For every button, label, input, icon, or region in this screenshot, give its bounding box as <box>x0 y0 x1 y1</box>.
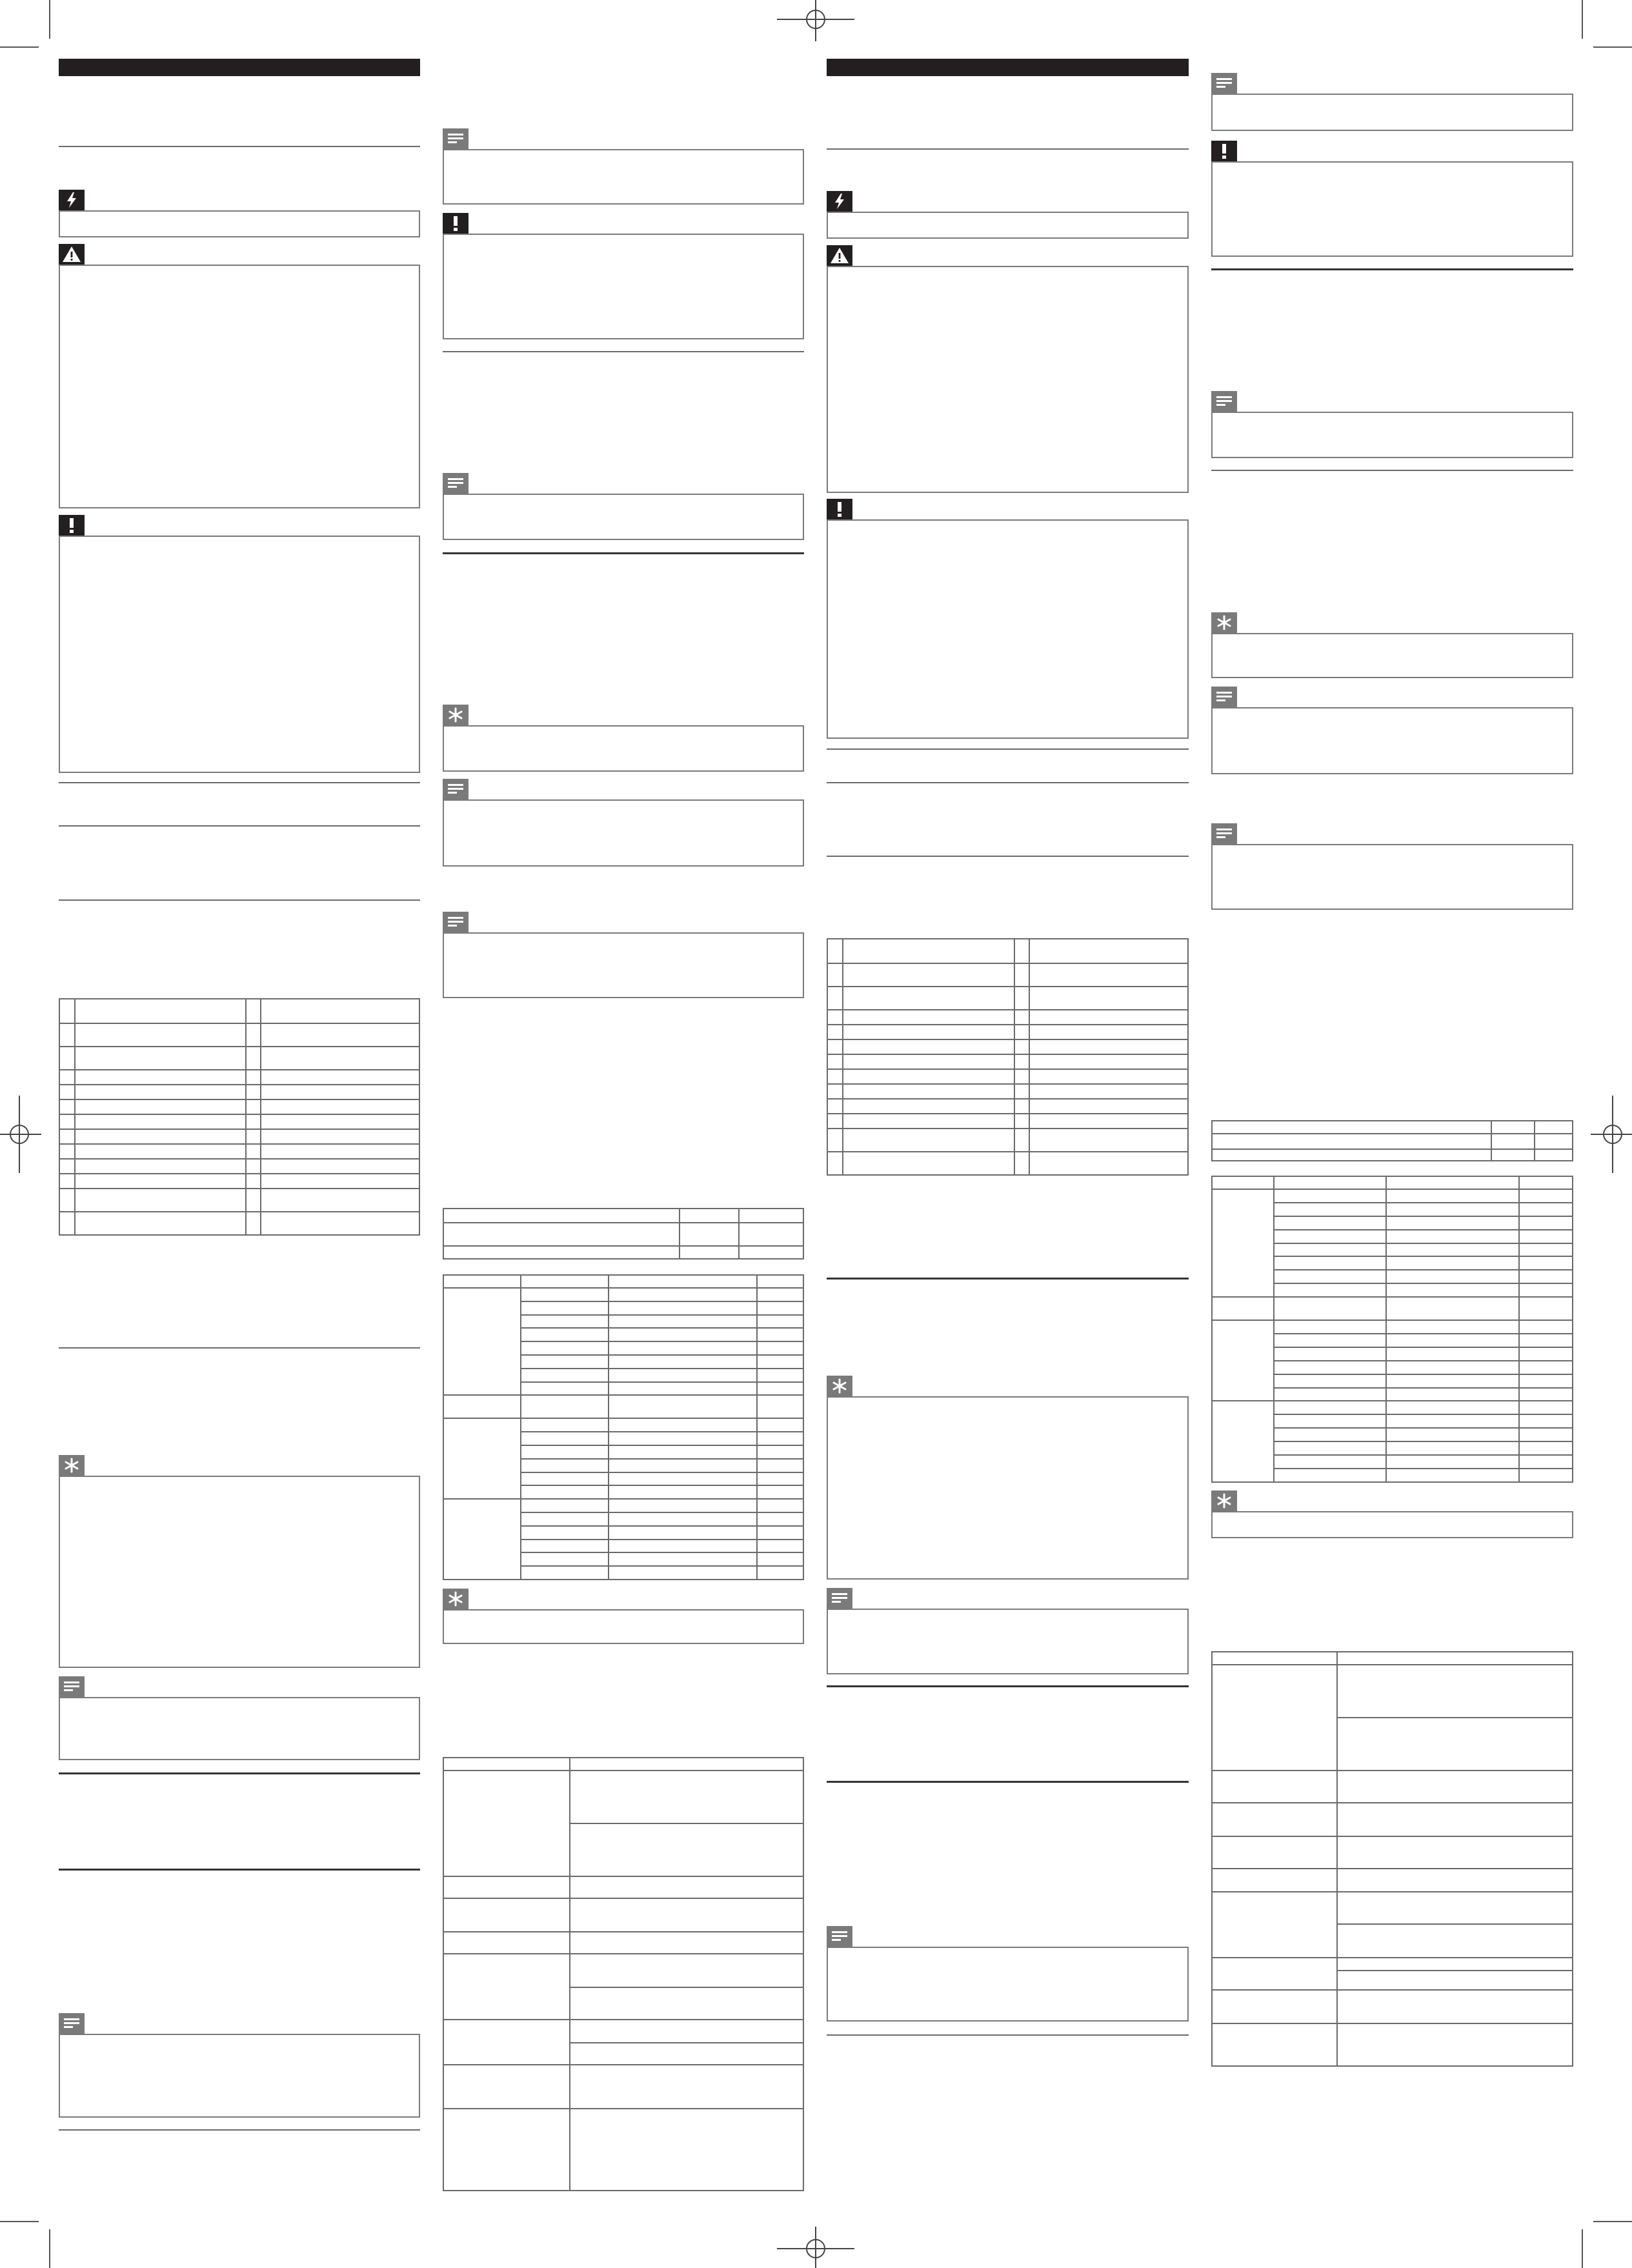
lightning-icon <box>827 191 852 212</box>
crop-mark <box>1582 2229 1583 2268</box>
caution-box <box>59 536 420 773</box>
crop-mark <box>1593 46 1632 48</box>
settings-table <box>443 1274 804 1580</box>
caution-box <box>443 234 804 339</box>
note-icon <box>1211 687 1237 707</box>
section-rule <box>59 1869 420 1871</box>
registration-mark-left <box>0 1096 41 1173</box>
section-rule <box>59 2129 420 2131</box>
note-box <box>827 1609 1189 1674</box>
settings-table <box>1211 1176 1573 1483</box>
warning-box <box>827 266 1189 493</box>
section-rule <box>827 1685 1189 1687</box>
registration-mark-top <box>777 0 854 41</box>
tip-box <box>1211 633 1573 678</box>
caution-icon <box>443 213 468 234</box>
tip-box <box>443 1609 804 1644</box>
section-rule <box>59 825 420 827</box>
note-box <box>827 1947 1189 2022</box>
note-box <box>1211 94 1573 131</box>
note-icon <box>827 1926 852 1947</box>
warning-triangle-icon <box>59 244 85 265</box>
note-box <box>1211 844 1573 910</box>
crop-mark <box>49 2229 50 2268</box>
note-icon <box>443 779 468 799</box>
note-icon <box>443 128 468 149</box>
section-title-bar <box>827 59 1189 76</box>
lightning-icon <box>59 190 85 210</box>
note-icon <box>827 1588 852 1609</box>
tip-icon <box>443 705 468 725</box>
note-icon <box>443 473 468 494</box>
tip-icon <box>59 1455 85 1476</box>
registration-mark-bottom <box>777 2227 854 2268</box>
caution-box <box>1211 161 1573 257</box>
caution-icon <box>827 499 852 519</box>
danger-box <box>59 210 420 237</box>
note-box <box>443 149 804 205</box>
crop-mark <box>1593 2221 1632 2222</box>
section-title-bar <box>59 59 420 76</box>
tip-box <box>1211 1511 1573 1538</box>
tip-box <box>827 1396 1189 1580</box>
crop-mark <box>49 0 50 39</box>
note-box <box>1211 412 1573 458</box>
crop-mark <box>0 2221 39 2222</box>
section-rule <box>443 351 804 352</box>
section-rule <box>443 552 804 554</box>
note-icon <box>1211 391 1237 412</box>
section-rule <box>827 1781 1189 1783</box>
section-rule <box>59 1347 420 1349</box>
note-box <box>443 932 804 998</box>
crop-mark <box>0 46 39 48</box>
note-icon <box>443 912 468 932</box>
danger-box <box>827 212 1189 239</box>
summary-table <box>443 1208 804 1259</box>
summary-table <box>1211 1120 1573 1161</box>
section-rule <box>59 1772 420 1774</box>
note-box <box>443 494 804 540</box>
section-rule <box>827 1278 1189 1280</box>
section-rule <box>1211 470 1573 471</box>
note-box <box>59 2034 420 2118</box>
warning-box <box>59 265 420 508</box>
section-rule <box>59 782 420 783</box>
tip-box <box>443 725 804 772</box>
specifications-table <box>443 1757 804 2191</box>
section-rule <box>59 899 420 901</box>
section-rule <box>827 748 1189 750</box>
caution-box <box>827 519 1189 739</box>
parts-table <box>827 938 1189 1176</box>
specifications-table <box>1211 1651 1573 2067</box>
tip-icon <box>1211 612 1237 633</box>
section-rule <box>59 146 420 147</box>
registration-mark-right <box>1591 1096 1632 1173</box>
note-icon <box>59 2013 85 2034</box>
note-box <box>1211 707 1573 774</box>
note-icon <box>1211 823 1237 844</box>
section-rule <box>1211 268 1573 270</box>
note-icon <box>1211 73 1237 94</box>
section-rule <box>827 148 1189 150</box>
caution-icon <box>59 515 85 536</box>
note-box <box>59 1697 420 1760</box>
note-box <box>443 799 804 867</box>
tip-icon <box>443 1589 468 1609</box>
section-rule <box>827 2034 1189 2036</box>
caution-icon <box>1211 141 1237 161</box>
tip-icon <box>1211 1490 1237 1511</box>
section-rule <box>827 856 1189 857</box>
note-icon <box>59 1676 85 1697</box>
crop-mark <box>1582 0 1583 39</box>
tip-box <box>59 1476 420 1668</box>
parts-table <box>59 998 420 1236</box>
section-rule <box>827 782 1189 783</box>
tip-icon <box>827 1376 852 1396</box>
warning-triangle-icon <box>827 245 852 266</box>
